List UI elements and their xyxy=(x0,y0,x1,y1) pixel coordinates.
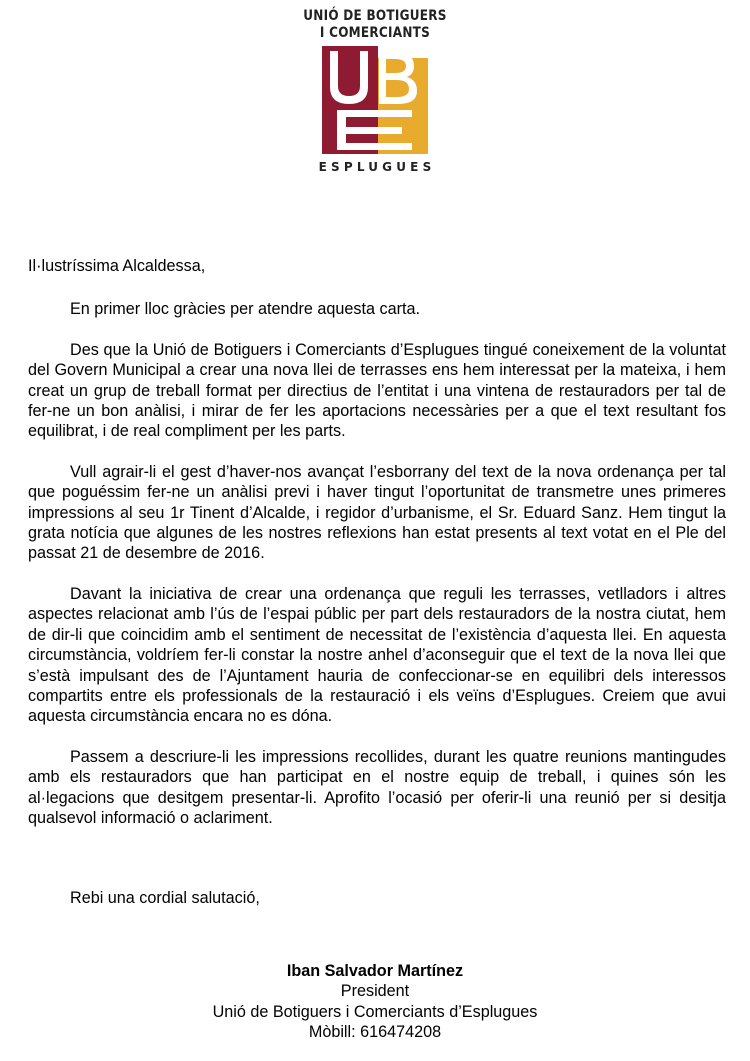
letterhead xyxy=(0,8,750,174)
paragraph-2: Des que la Unió de Botiguers i Comerciants d’Esplugues tingué coneixement de la voluntat del Govern Municipal a crear una nova llei de terrasses ens hem interessat per la mateixa, i hem creat un grup de treball format per directius de l’entitat i una vintena de restauradors per tal de fer-ne un bon anàlisi, i mirar de fer les aportacions necessàries per a que el text resultant fos equilibrat, i de real compliment per les parts. xyxy=(28,340,726,441)
ube-logo-icon xyxy=(322,46,428,154)
letterhead-line-2: I COMERCIANTS xyxy=(319,25,431,41)
closing: Rebi una cordial salutació, xyxy=(70,889,260,908)
signature-role: President xyxy=(340,982,410,1001)
signature-name: Iban Salvador Martínez xyxy=(286,962,464,980)
signature-phone: Mòbill: 616474208 xyxy=(308,1023,442,1042)
letterhead-city: ESPLUGUES xyxy=(318,160,436,174)
letterhead-line-1: UNIÓ DE BOTIGUERS xyxy=(303,8,447,24)
paragraph-4: Davant la iniciativa de crear una ordenança que reguli les terrasses, vetlladors i altres aspectes relacionat amb l’ús de l’espai públic per part dels restauradors de la nostra ciutat, hem de dir-li que coincidim amb el sentiment de necessitat de l’existència d’aquesta llei. En aquesta circumstància, voldríem fer-li constar la nostre anhel d’aconseguir que el text de la nova llei que s’està impulsant des de l’Ajuntament hauria de confeccionar-se en equilibri dels interessos compartits entre els professionals de la restauració i els veïns d’Esplugues. Creiem que avui aquesta circumstància encara no es dóna. xyxy=(28,584,726,726)
signature-organization: Unió de Botiguers i Comerciants d’Esplugues xyxy=(212,1002,538,1021)
paragraph-1: En primer lloc gràcies per atendre aquesta carta. xyxy=(70,300,421,319)
paragraph-5: Passem a descriure-li les impressions recollides, durant les quatre reunions mantingudes amb els restauradors que han participat en el nostre equip de treball, i quines són les al·legacions que desitgem presentar-li. Aprofito l’ocasió per oferir-li una reunió per si desitja qualsevol informació o aclariment. xyxy=(28,747,726,827)
letter-body xyxy=(28,256,726,909)
paragraph-3: Vull agrair-li el gest d’haver-nos avançat l’esborrany del text de la nova ordenança per tal que poguéssim fer-ne un anàlisi previ i haver tingut l’oportunitat de transmetre unes primeres impressions al seu 1r Tinent d’Alcalde, i regidor d’urbanisme, el Sr. Eduard Sanz. Hem tingut la grata notícia que algunes de les nostres reflexions han estat presents al text votat en el Ple del passat 21 de desembre de 2016. xyxy=(28,462,726,563)
salutation: Il·lustríssima Alcaldessa, xyxy=(28,257,206,275)
signature-block xyxy=(0,961,750,1043)
